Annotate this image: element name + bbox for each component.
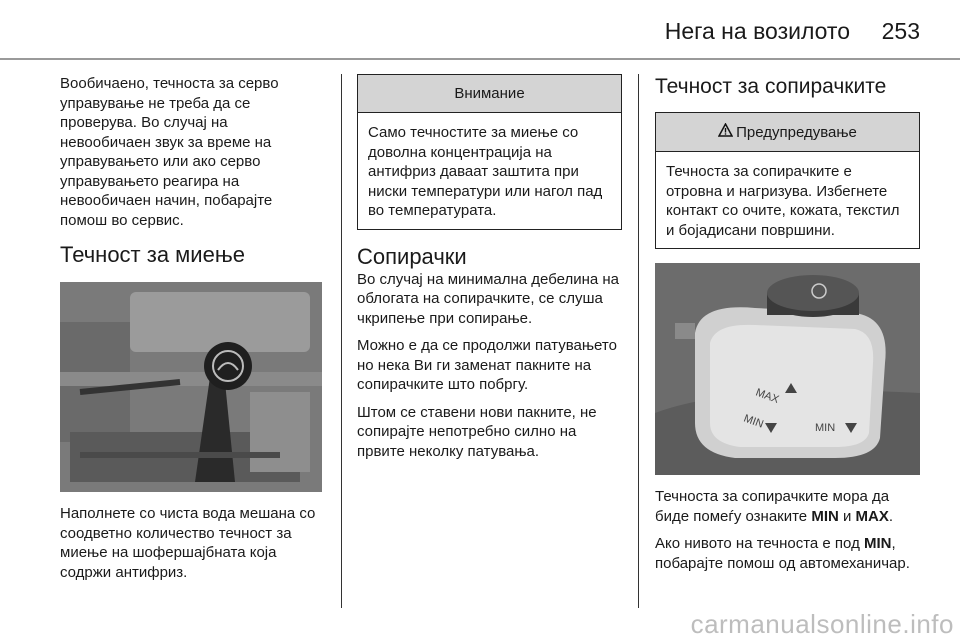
watermark: carmanualsonline.info <box>690 609 954 639</box>
max-mark: MAX <box>855 507 889 525</box>
warning-text: Течноста за сопирачките е отровна и нагризува. Избегнете контакт со очите, кожата, текстил и бојадисани површини. <box>666 163 900 239</box>
figure-min-label-left: MIN <box>741 412 766 431</box>
figure-max-label: MAX <box>753 386 781 406</box>
washer-fluid-paragraph: Наполнете со чиста вода мешана со соодветно количество течност за миење на шофершајбната која содржи антифриз. <box>60 505 316 581</box>
caution-text: Само течностите за миење со доволна концентрација на антифриз даваат заштита при ниски температури или нагол пад во температурата. <box>368 124 603 219</box>
column-1 <box>60 74 322 590</box>
figure-min-label-right: MIN <box>815 422 836 434</box>
page-header-title: Нега на возилото <box>664 18 850 44</box>
caution-title: Внимание <box>358 75 621 113</box>
min-mark: MIN <box>811 507 839 525</box>
column-3 <box>655 74 920 581</box>
low-fluid-paragraph: Ако нивото на течноста е под MIN, побарајте помош од автомеханичар. <box>655 535 910 572</box>
brakes-paragraph-3: Штом се ставени нови пакните, не сопирајте непотребно силно на првите неколку патувања. <box>357 403 597 460</box>
washer-fluid-heading: Течност за миење <box>60 242 245 267</box>
power-steering-paragraph: Вообичаено, течноста за серво управувањe не треба да се проверува. Во случај на невообичаен звук за време на управувањето или ако серво управувањето реагира на невообичаен начин, побарајте помош во сервис. <box>60 75 279 229</box>
column-2 <box>357 74 622 469</box>
column-divider-left <box>341 74 342 608</box>
brakes-heading: Сопирачки <box>357 243 467 269</box>
warning-triangle-icon <box>718 123 733 141</box>
warning-title: Предупредување <box>736 124 857 141</box>
column-divider-right <box>638 74 639 608</box>
caution-box <box>357 74 622 230</box>
brake-fluid-reservoir-image <box>655 263 920 475</box>
page-number: 253 <box>881 18 920 44</box>
washer-reservoir-image <box>60 282 322 492</box>
warning-box <box>655 112 920 249</box>
brakes-paragraph-2: Можно е да се продолжи патувањето но нека Ви ги заменат пакните на сопирачките што побргу. <box>357 337 617 393</box>
fluid-level-paragraph: Течноста за сопирачките мора да биде помеѓу ознаките MIN и MAX. <box>655 488 894 525</box>
header-rule <box>0 58 960 60</box>
min-mark-2: MIN <box>864 535 892 552</box>
brake-fluid-heading: Течност за сопирачките <box>655 75 887 98</box>
brakes-paragraph-1: Во случај на минимална дебелина на облогата на сопирачките, се слуша чкрипење при сопирање. <box>357 270 620 327</box>
